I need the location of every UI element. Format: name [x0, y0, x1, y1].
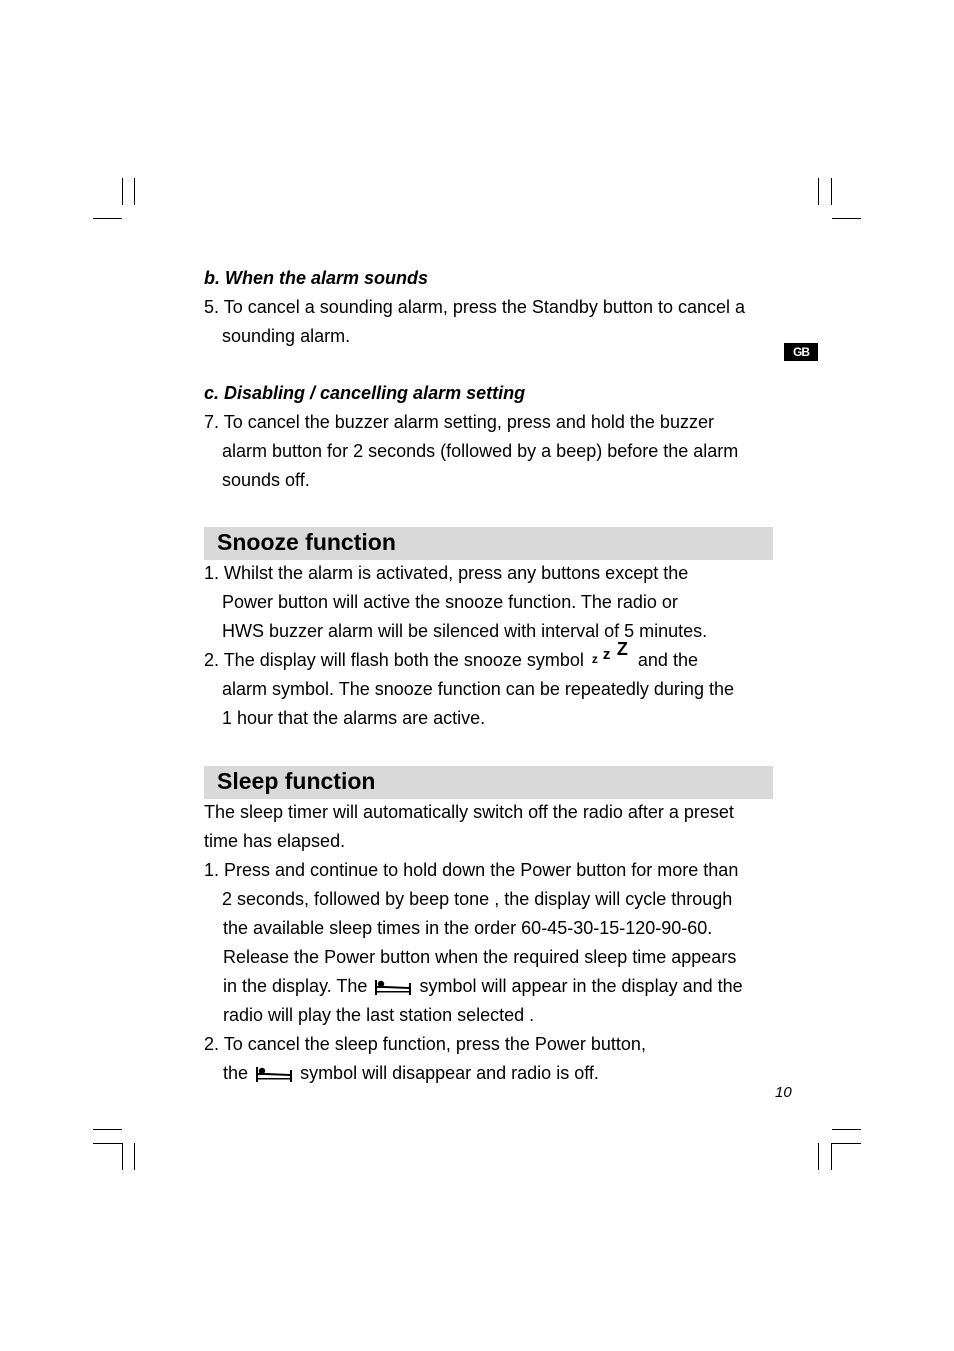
- crop-mark: [831, 1143, 832, 1170]
- paragraph-line: time has elapsed.: [204, 831, 346, 851]
- crop-mark: [818, 178, 819, 205]
- section-title: Sleep function: [217, 768, 376, 794]
- snooze-z-small: z: [591, 652, 598, 666]
- crop-mark: [134, 1143, 135, 1170]
- list-item-line: [204, 972, 743, 1001]
- snooze-z-medium: z: [602, 646, 611, 663]
- list-item-line: radio will play the last station selected .: [223, 1005, 535, 1025]
- list-item-line: 1. Whilst the alarm is activated, press any buttons except the: [204, 563, 689, 583]
- text-run: the: [223, 1063, 249, 1083]
- crop-mark: [832, 1143, 861, 1144]
- text-run: 2. The display will flash both the snooze symbol: [204, 650, 584, 670]
- list-item-line: Release the Power button when the required sleep time appears: [223, 947, 737, 967]
- alarm-cancel-section: [204, 379, 738, 495]
- section-header-snooze: [204, 527, 773, 560]
- language-tag: GB: [784, 343, 818, 361]
- text-run: symbol will appear in the display and the: [419, 976, 743, 996]
- list-item-line: 2 seconds, followed by beep tone , the display will cycle through: [222, 889, 733, 909]
- crop-mark: [93, 218, 122, 219]
- list-item-line: alarm symbol. The snooze function can be repeatedly during the: [222, 679, 734, 699]
- text-run: and the: [637, 650, 698, 670]
- list-item-line: HWS buzzer alarm will be silenced with interval of 5 minutes.: [222, 621, 708, 641]
- crop-mark: [831, 178, 832, 205]
- list-item-line: alarm button for 2 seconds (followed by a beep) before the alarm: [222, 441, 739, 461]
- subheading: c. Disabling / cancelling alarm setting: [204, 383, 526, 403]
- crop-mark: [93, 1143, 122, 1144]
- crop-mark: [122, 1143, 123, 1170]
- crop-mark: [832, 218, 861, 219]
- snooze-section-body: [204, 559, 734, 733]
- crop-mark: [93, 1129, 122, 1130]
- text-run: symbol will disappear and radio is off.: [300, 1063, 599, 1083]
- list-item-line: 2. To cancel the sleep function, press the Power button,: [204, 1034, 646, 1054]
- list-item-line: sounding alarm.: [222, 326, 351, 346]
- snooze-zzz-icon: [589, 639, 633, 666]
- list-item-line: 1. Press and continue to hold down the Power button for more than: [204, 860, 739, 880]
- list-item-line: 1 hour that the alarms are active.: [222, 708, 486, 728]
- sleep-bed-icon: [255, 1066, 293, 1082]
- sleep-section-body: [204, 798, 743, 1088]
- list-item-line: the available sleep times in the order 60-45-30-15-120-90-60.: [223, 918, 713, 938]
- crop-mark: [832, 1129, 861, 1130]
- list-item-line: Power button will active the snooze function. The radio or: [222, 592, 678, 612]
- paragraph-line: The sleep timer will automatically switch off the radio after a preset: [204, 802, 734, 822]
- section-title: Snooze function: [217, 529, 396, 555]
- list-item-line: 7. To cancel the buzzer alarm setting, press and hold the buzzer: [204, 412, 714, 432]
- text-run: in the display. The: [223, 976, 368, 996]
- page-number: 10: [775, 1084, 792, 1101]
- section-header-sleep: [204, 766, 773, 799]
- list-item-line: [204, 639, 734, 675]
- list-item-line: sounds off.: [222, 470, 310, 490]
- crop-mark: [122, 178, 123, 205]
- list-item-line: [204, 1059, 743, 1088]
- crop-mark: [818, 1143, 819, 1170]
- alarm-sounds-section: [204, 264, 745, 351]
- sleep-bed-icon: [374, 979, 412, 995]
- subheading: b. When the alarm sounds: [204, 268, 429, 288]
- snooze-z-large: Z: [616, 639, 628, 659]
- crop-mark: [134, 178, 135, 205]
- list-item-line: 5. To cancel a sounding alarm, press the Standby button to cancel a: [204, 297, 746, 317]
